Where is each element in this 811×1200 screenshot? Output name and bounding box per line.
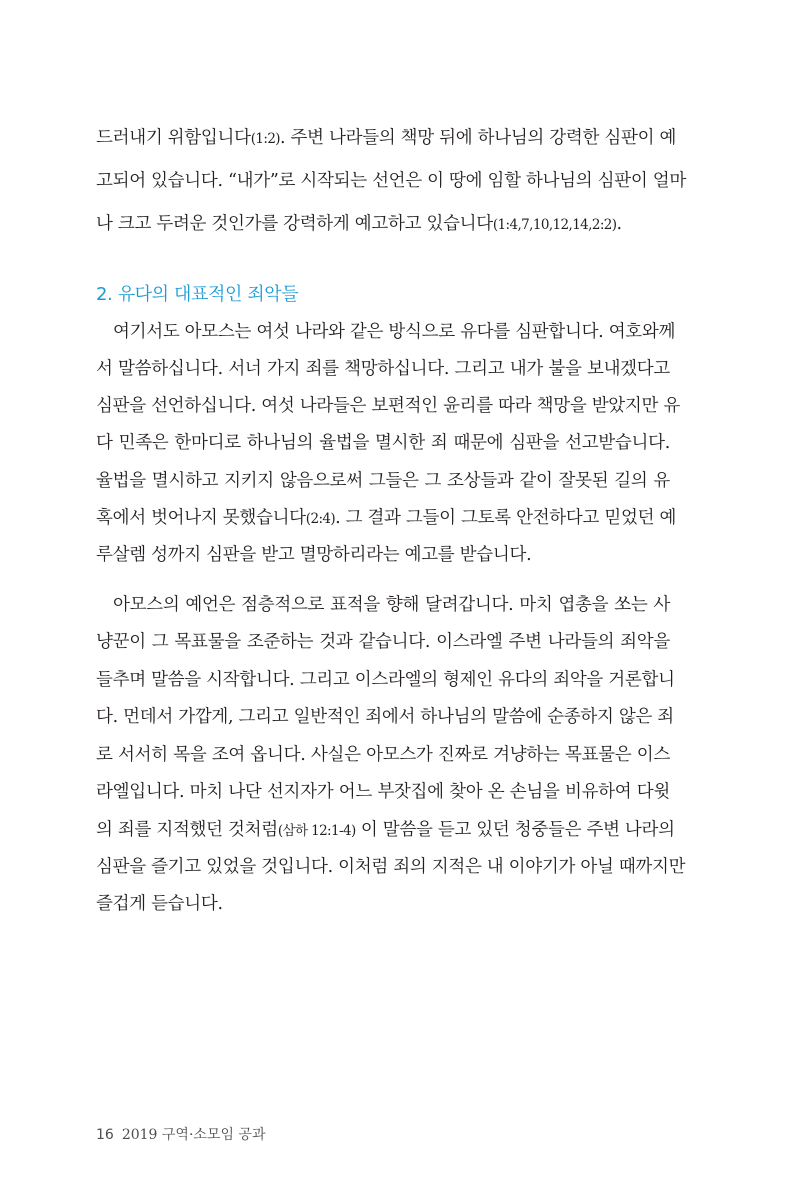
scripture-reference: (1:4,7,10,12,14,2:2) (492, 217, 617, 233)
text-line: 다. 먼데서 가깝게, 그리고 일반적인 죄에서 하나님의 말씀에 순종하지 않은 죄 (96, 707, 674, 727)
text-line: 혹에서 벗어나지 못했습니다(2:4). 그 결과 그들이 그토록 안전하다고 믿었던 예 (96, 508, 677, 528)
scripture-reference: (2:4) (305, 511, 336, 527)
text-line: 심판을 즐기고 있었을 것입니다. 이처럼 죄의 지적은 내 이야기가 아닐 때까지만 (96, 857, 686, 877)
text-line: 드러내기 위함입니다(1:2). 주변 나라들의 책망 뒤에 하나님의 강력한 심판이 예 (96, 128, 677, 148)
page-footer (96, 1125, 265, 1145)
text-line: 심판을 선언하십니다. 여섯 나라들은 보편적인 윤리를 따라 책망을 받았지만 유 (96, 396, 680, 416)
text-line: 서 말씀하십니다. 서너 가지 죄를 책망하십니다. 그리고 내가 불을 보내겠다고 (96, 359, 670, 379)
text-line: 로 서서히 목을 조여 옵니다. 사실은 아모스가 진짜로 겨냥하는 목표물은 이스 (96, 745, 670, 765)
text-line: 들추며 말씀을 시작합니다. 그리고 이스라엘의 형제인 유다의 죄악을 거론합니 (96, 670, 675, 690)
scripture-reference: (1:2) (250, 131, 280, 147)
text-line: 다 민족은 한마디로 하나님의 율법을 멸시한 죄 때문에 심판을 선고받습니다. (96, 433, 670, 453)
text-line: 의 죄를 지적했던 것처럼(삼하 12:1-4) 이 말씀을 듣고 있던 청중들은 주변 나라의 (96, 820, 675, 840)
section-heading: 2. 유다의 대표적인 죄악들 (96, 284, 299, 305)
text-line: 고되어 있습니다. “내가”로 시작되는 선언은 이 땅에 임할 하나님의 심판이 얼마 (96, 171, 686, 191)
book-title: 2019 구역·소모임 공과 (121, 1127, 266, 1143)
text-line: 여기서도 아모스는 여섯 나라와 같은 방식으로 유다를 심판합니다. 여호와께 (113, 322, 676, 342)
text-line: 라엘입니다. 마치 나단 선지자가 어느 부잣집에 찾아 온 손님을 비유하여 다윗 (96, 782, 670, 802)
scripture-reference: (삼하 12:1-4) (277, 823, 356, 839)
text-line: 냥꾼이 그 목표물을 조준하는 것과 같습니다. 이스라엘 주변 나라들의 죄악을 (96, 632, 670, 652)
page-number: 16 (96, 1127, 114, 1143)
text-line: 즐겁게 듣습니다. (96, 894, 223, 914)
text-line: 나 크고 두려운 것인가를 강력하게 예고하고 있습니다(1:4,7,10,12,14,2:2). (96, 214, 622, 234)
text-line: 루살렘 성까지 심판을 받고 멸망하리라는 예고를 받습니다. (96, 545, 532, 565)
text-line: 아모스의 예언은 점층적으로 표적을 향해 달려갑니다. 마치 엽총을 쏘는 사 (113, 595, 670, 615)
text-line: 율법을 멸시하고 지키지 않음으로써 그들은 그 조상들과 같이 잘못된 길의 유 (96, 471, 670, 491)
